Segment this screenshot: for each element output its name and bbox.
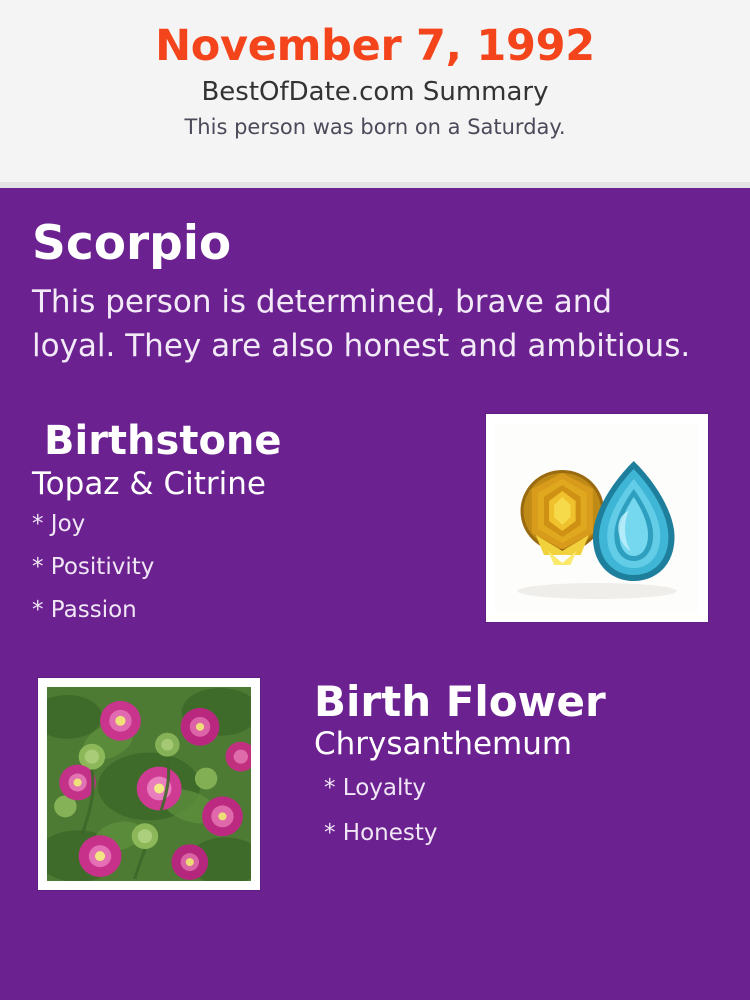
birthstone-text: [32, 418, 462, 622]
birthstone-gems-photo: [486, 414, 708, 622]
birth-flower-trait: * Honesty: [324, 820, 438, 847]
birth-flower-trait: * Loyalty: [324, 775, 427, 802]
card-header: [0, 0, 750, 182]
chrysanthemum-photo: [38, 678, 260, 890]
site-summary-label: BestOfDate.com Summary: [201, 77, 549, 108]
page-title: November 7, 1992: [155, 21, 595, 71]
chrysanthemum-illustration: [47, 687, 251, 881]
birth-flower-name: Chrysanthemum: [314, 726, 573, 763]
zodiac-description: This person is determined, brave and loyal. They are also honest and ambitious.: [32, 283, 691, 364]
zodiac-sign-title: Scorpio: [32, 216, 232, 271]
birthstone-trait: * Positivity: [32, 553, 155, 580]
birth-flower-text: [284, 678, 718, 845]
birthstone-section: [32, 418, 718, 648]
birthstone-trait: * Joy: [32, 510, 86, 537]
gems-illustration: [495, 423, 699, 613]
details-panel: [0, 188, 750, 1000]
birthstone-title: Birthstone: [44, 417, 282, 464]
birthstone-trait: * Passion: [32, 596, 137, 623]
birth-flower-title: Birth Flower: [314, 676, 606, 726]
weekday-note: This person was born on a Saturday.: [184, 114, 566, 139]
birth-flower-section: [32, 678, 718, 898]
birthstone-names: Topaz & Citrine: [32, 465, 266, 502]
